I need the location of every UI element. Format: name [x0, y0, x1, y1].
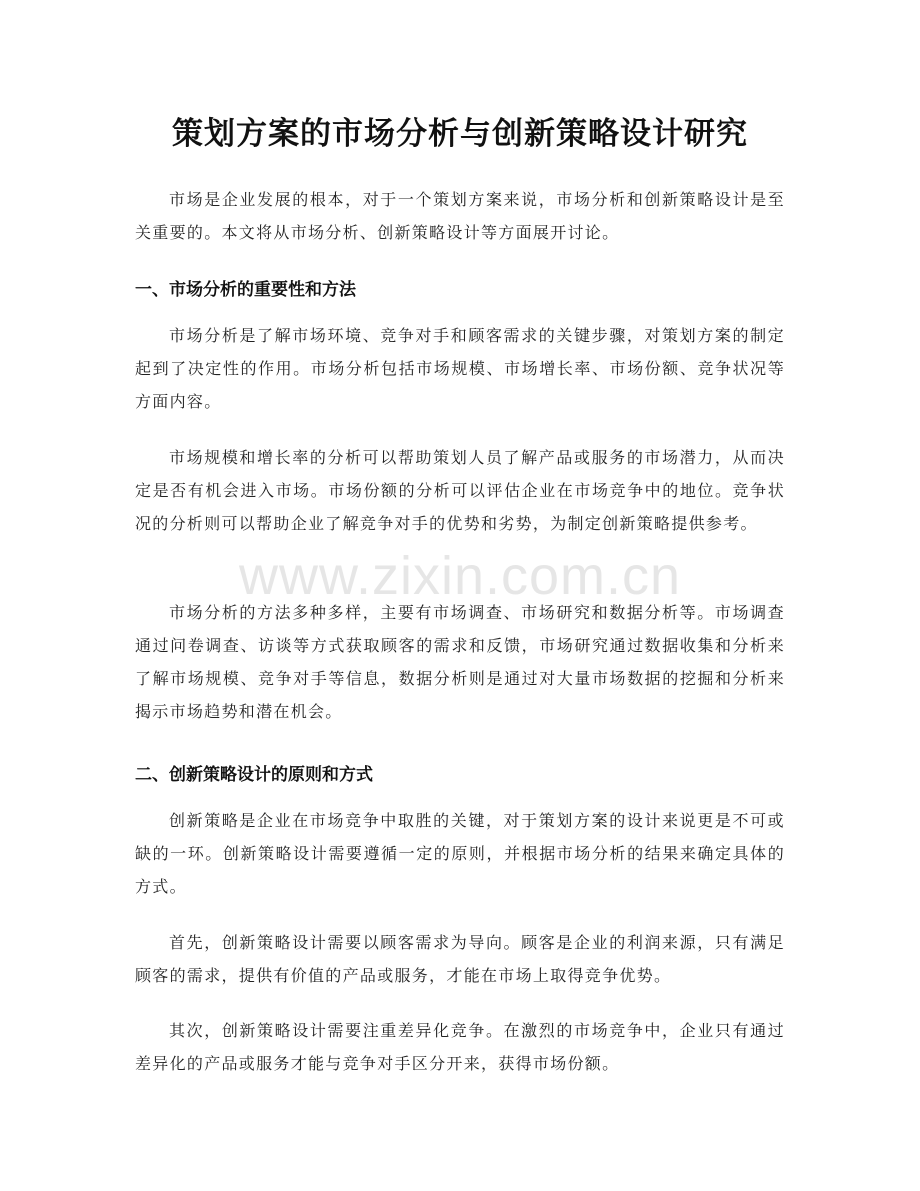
- page-title: 策划方案的市场分析与创新策略设计研究: [172, 116, 748, 152]
- section-2-paragraph-3: 其次，创新策略设计需要注重差异化竞争。在激烈的市场竞争中，企业只有通过差异化的产品或服务才能与竞争对手区分开来，获得市场份额。: [135, 1021, 785, 1073]
- section-1-paragraph-3: 市场分析的方法多种多样，主要有市场调查、市场研究和数据分析等。市场调查通过问卷调查、访谈等方式获取顾客的需求和反馈，市场研究通过数据收集和分析来了解市场规模、竞争对手等信息，数据分析则是通过对大量市场数据的挖掘和分析来揭示市场趋势和潜在机会。: [135, 603, 785, 721]
- section-1-heading: 一、市场分析的重要性和方法: [135, 280, 356, 300]
- section-2-paragraph-2: 首先，创新策略设计需要以顾客需求为导向。顾客是企业的利润来源，只有满足顾客的需求，提供有价值的产品或服务，才能在市场上取得竞争优势。: [135, 933, 785, 985]
- watermark: www.zixin.com.cn: [238, 546, 682, 606]
- section-1-paragraph-2: 市场规模和增长率的分析可以帮助策划人员了解产品或服务的市场潜力，从而决定是否有机会进入市场。市场份额的分析可以评估企业在市场竞争中的地位。竞争状况的分析则可以帮助企业了解竞争对手的优势和劣势，为制定创新策略提供参考。: [135, 448, 785, 533]
- section-2-heading: 二、创新策略设计的原则和方式: [135, 765, 373, 785]
- section-2-paragraph-1: 创新策略是企业在市场竞争中取胜的关键，对于策划方案的设计来说更是不可或缺的一环。创新策略设计需要遵循一定的原则，并根据市场分析的结果来确定具体的方式。: [135, 811, 785, 896]
- intro-paragraph: 市场是企业发展的根本，对于一个策划方案来说，市场分析和创新策略设计是至关重要的。本文将从市场分析、创新策略设计等方面展开讨论。: [135, 190, 785, 242]
- section-1-paragraph-1: 市场分析是了解市场环境、竞争对手和顾客需求的关键步骤，对策划方案的制定起到了决定性的作用。市场分析包括市场规模、市场增长率、市场份额、竞争状况等方面内容。: [135, 326, 785, 411]
